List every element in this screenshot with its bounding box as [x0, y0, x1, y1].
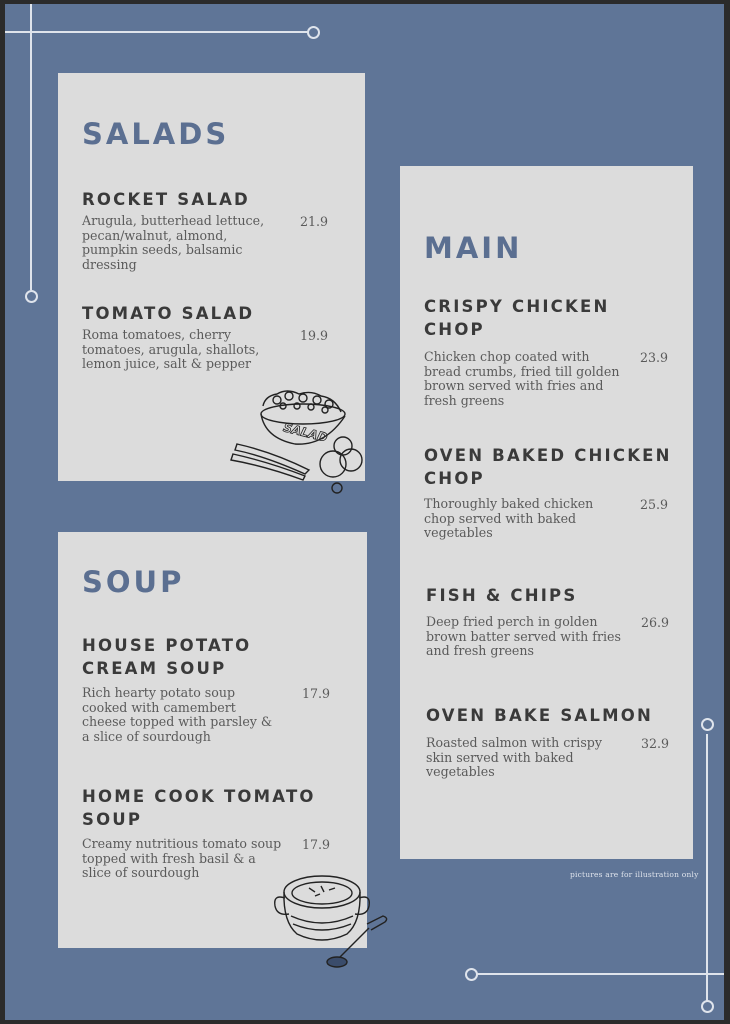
item-description: Arugula, butterhead lettuce, pecan/walnut, almond, pumpkin seeds, balsamic dressing [82, 213, 265, 272]
item-name: ROCKET SALAD [82, 190, 250, 209]
item-name: HOME COOK TOMATO SOUP [82, 787, 316, 829]
item-description: Roasted salmon with crispy skin served with baked vegetables [426, 735, 602, 780]
item-price: 19.9 [300, 328, 329, 343]
item-description: Thoroughly baked chicken chop served with baked vegetables [424, 496, 594, 541]
item-price: 32.9 [641, 736, 670, 751]
ornament-right-top-dot [701, 718, 714, 731]
ornament-left-dot [25, 290, 38, 303]
soup-title: SOUP [82, 565, 185, 599]
item-name: FISH & CHIPS [426, 586, 578, 605]
item-name: OVEN BAKE SALMON [426, 706, 653, 725]
item-name: OVEN BAKED CHICKEN CHOP [424, 446, 672, 488]
item-description: Rich hearty potato soup cooked with camembert cheese topped with parsley & a slice of sourdough [82, 685, 273, 744]
illustration-disclaimer: pictures are for illustration only [570, 870, 699, 879]
item-description: Creamy nutritious tomato soup topped with fresh basil & a slice of sourdough [82, 836, 282, 881]
item-price: 25.9 [640, 497, 669, 512]
ornament-bottom-line [477, 973, 724, 975]
salad-bowl-label: SALAD [281, 420, 329, 445]
main-panel [400, 166, 693, 859]
item-price: 26.9 [641, 615, 670, 630]
salad-bowl-illustration [225, 386, 375, 496]
item-price: 17.9 [302, 686, 331, 701]
soup-bowl-illustration [267, 866, 392, 970]
ornament-right-bottom-dot [701, 1000, 714, 1013]
ornament-top-line [5, 31, 309, 33]
item-description: Deep fried perch in golden brown batter served with fries and fresh greens [426, 614, 621, 659]
main-title: MAIN [424, 231, 523, 265]
item-price: 21.9 [300, 214, 329, 229]
item-price: 23.9 [640, 350, 669, 365]
ornament-top-dot [307, 26, 320, 39]
ornament-right-line [706, 734, 708, 1006]
item-name: HOUSE POTATO CREAM SOUP [82, 636, 252, 678]
item-description: Roma tomatoes, cherry tomatoes, arugula, shallots, lemon juice, salt & pepper [82, 327, 260, 372]
item-description: Chicken chop coated with bread crumbs, fried till golden brown served with fries and fresh greens [424, 349, 620, 408]
item-name: CRISPY CHICKEN CHOP [424, 297, 610, 339]
item-price: 17.9 [302, 837, 331, 852]
menu-page [5, 4, 724, 1020]
ornament-left-line [30, 4, 32, 290]
salads-title: SALADS [82, 117, 230, 151]
item-name: TOMATO SALAD [82, 304, 255, 323]
ornament-bottom-dot [465, 968, 478, 981]
